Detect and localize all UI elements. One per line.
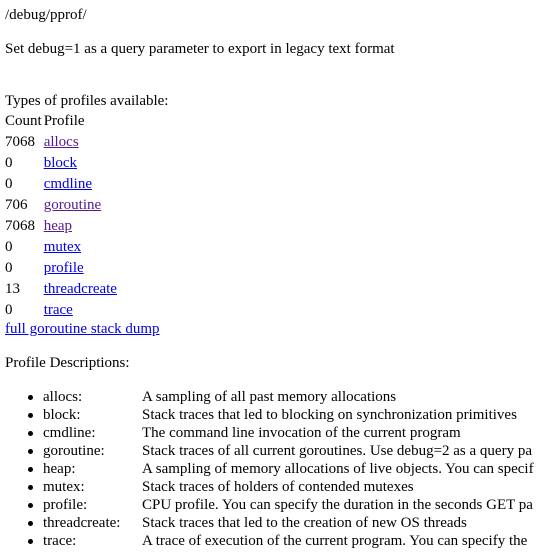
table-row	[5, 154, 117, 173]
description-text: A sampling of all past memory allocations	[142, 389, 397, 405]
profile-count: 0	[5, 155, 13, 171]
table-row	[5, 259, 117, 278]
bullet-icon	[28, 395, 33, 400]
count-column-header: Count	[5, 113, 42, 129]
bullet-icon	[28, 539, 33, 544]
profile-cell	[44, 196, 117, 215]
bullet-icon	[28, 431, 33, 436]
profile-count: 0	[5, 239, 13, 255]
full-goroutine-stack-dump-link[interactable]: full goroutine stack dump	[5, 321, 160, 337]
bullet-icon	[28, 449, 33, 454]
list-item	[0, 532, 553, 550]
profile-count: 0	[5, 302, 13, 318]
profile-link-block[interactable]: block	[43, 155, 78, 171]
profile-link-heap[interactable]: heap	[43, 218, 73, 234]
profile-count: 0	[5, 176, 13, 192]
profiles-table	[3, 110, 119, 322]
profile-column-header: Profile	[43, 113, 85, 129]
table-row	[5, 196, 117, 215]
bullet-icon	[28, 413, 33, 418]
profile-cell	[44, 217, 117, 236]
descriptions-heading: Profile Descriptions:	[5, 355, 130, 371]
table-header-row	[5, 112, 117, 131]
profile-count: 13	[5, 281, 20, 297]
bullet-icon	[28, 503, 33, 508]
profile-cell	[44, 133, 117, 152]
intro-text: Set debug=1 as a query parameter to export in legacy text format	[5, 41, 395, 57]
profile-link-cmdline[interactable]: cmdline	[43, 176, 93, 192]
profile-link-profile[interactable]: profile	[43, 260, 84, 276]
table-row	[5, 280, 117, 299]
description-text: Stack traces that led to the creation of new OS threads	[142, 515, 467, 531]
profile-count: 7068	[5, 134, 35, 150]
profile-count: 0	[5, 260, 13, 276]
description-name: block:	[43, 407, 81, 423]
profile-cell	[44, 154, 117, 173]
description-text: CPU profile. You can specify the duration in the seconds GET pa	[142, 497, 533, 513]
description-text: Stack traces of holders of contended mutexes	[142, 479, 414, 495]
list-item	[0, 406, 553, 424]
list-item	[0, 388, 553, 406]
description-name: threadcreate:	[43, 515, 121, 531]
description-text: The command line invocation of the current program	[142, 425, 461, 441]
description-name: mutex:	[43, 479, 85, 495]
list-item	[0, 478, 553, 496]
list-item	[0, 424, 553, 442]
profile-link-trace[interactable]: trace	[43, 302, 73, 318]
table-row	[5, 175, 117, 194]
profile-count: 706	[5, 197, 28, 213]
description-text: Stack traces of all current goroutines. Use debug=2 as a query pa	[142, 443, 532, 459]
description-text: A trace of execution of the current program. You can specify the	[142, 533, 528, 549]
list-item	[0, 442, 553, 460]
profile-cell	[44, 175, 117, 194]
profile-cell	[44, 301, 117, 320]
bullet-icon	[28, 467, 33, 472]
table-row	[5, 301, 117, 320]
description-name: allocs:	[43, 389, 83, 405]
description-text: Stack traces that led to blocking on synchronization primitives	[142, 407, 517, 423]
bullet-icon	[28, 485, 33, 490]
profile-count: 7068	[5, 218, 35, 234]
table-row	[5, 217, 117, 236]
description-name: cmdline:	[43, 425, 96, 441]
profile-descriptions-list	[0, 388, 553, 550]
table-row	[5, 238, 117, 257]
profile-link-goroutine[interactable]: goroutine	[43, 197, 102, 213]
full-dump-line	[5, 320, 160, 338]
list-item	[0, 496, 553, 514]
list-item	[0, 460, 553, 478]
bullet-icon	[28, 521, 33, 526]
profile-link-mutex[interactable]: mutex	[43, 239, 82, 255]
description-name: heap:	[43, 461, 76, 477]
types-heading: Types of profiles available:	[5, 93, 169, 109]
profile-cell	[44, 238, 117, 257]
description-name: goroutine:	[43, 443, 105, 459]
profile-cell	[44, 280, 117, 299]
profile-link-allocs[interactable]: allocs	[43, 134, 79, 150]
description-name: trace:	[43, 533, 77, 549]
page-path-title: /debug/pprof/	[5, 7, 87, 23]
list-item	[0, 514, 553, 532]
description-text: A sampling of memory allocations of live objects. You can specif	[142, 461, 534, 477]
table-row	[5, 133, 117, 152]
description-name: profile:	[43, 497, 88, 513]
profile-cell	[44, 259, 117, 278]
profile-link-threadcreate[interactable]: threadcreate	[43, 281, 117, 297]
